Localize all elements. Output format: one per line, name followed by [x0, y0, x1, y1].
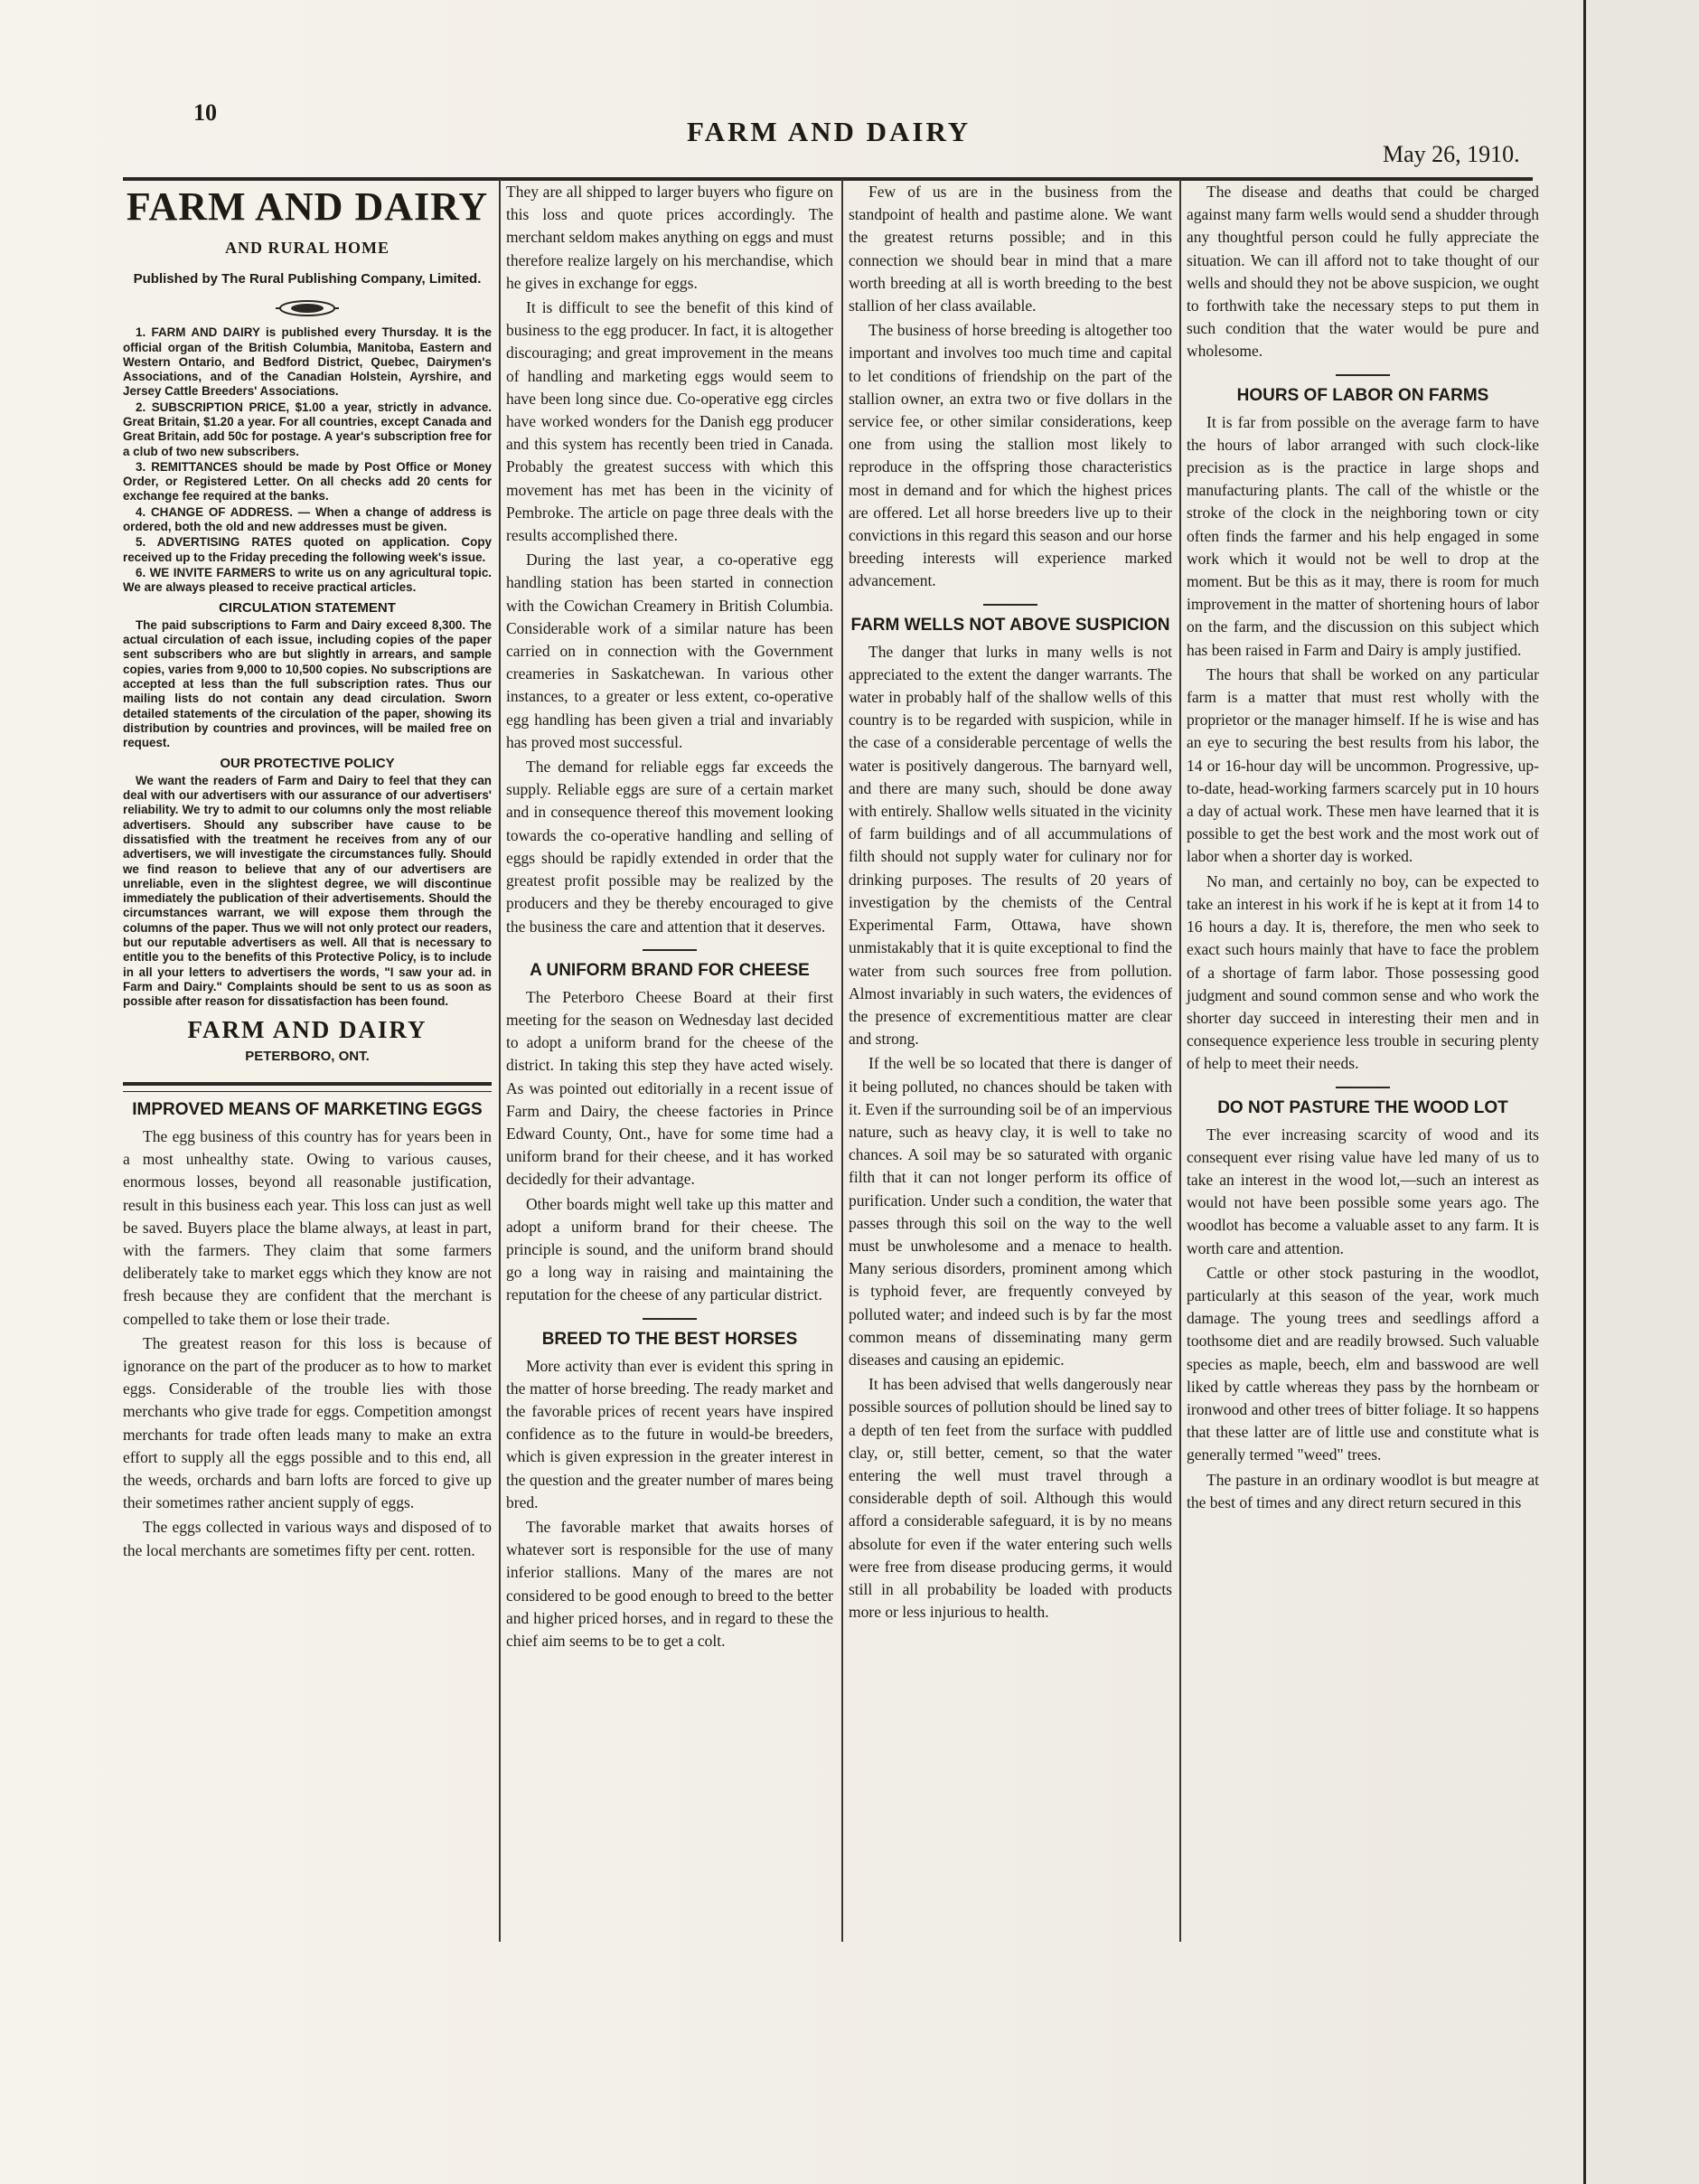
- section-rule: [123, 1082, 492, 1086]
- article-paragraph: Other boards might well take up this matter and adopt a uniform brand for their cheese. The principle is sound, and the uniform brand should go a long way in raising and maintaining the reputation for the cheese of any particular district.: [506, 1194, 833, 1304]
- article-separator: [983, 604, 1037, 606]
- ornament-icon: [276, 298, 339, 318]
- article-paragraph: The eggs collected in various ways and disposed of to the local merchants are sometimes fifty per cent. rotten.: [123, 1518, 492, 1559]
- masthead-terms: [123, 325, 492, 1009]
- column-1: [123, 181, 492, 1564]
- article-paragraph: The demand for reliable eggs far exceeds the supply. Reliable eggs are sure of a certain market and in consequence thereof this movement looking towards the co-operative handling and selling of eggs should be rapidly extended in order that the greatest profit possible may be realized by the producers and they be thereby encouraged to give the business the care and attention that it deserves.: [506, 758, 833, 936]
- masthead: [123, 186, 492, 318]
- terms-item: 4. CHANGE OF ADDRESS. — When a change of address is ordered, both the old and new addresses must be given.: [123, 504, 492, 534]
- article-paragraph: Few of us are in the business from the standpoint of health and pastime alone. We want the greatest returns possible; and in this connection we should bear in mind that a mare worth breeding at all is worth breeding to the best stallion of her class available.: [849, 183, 1172, 315]
- circulation-text: The paid subscriptions to Farm and Dairy exceed 8,300. The actual circulation of each issue, including copies of the paper sent subscribers who are but slightly in arrears, and sample copies, varies from 9,000 to 10,500 copies. No subscriptions are accepted at less than the full subscription rates. Thus our mailing lists do not contain any dead circulation. Sworn detailed statements of the circulation of the paper, showing its distribution by countries and provinces, will be mailed free on request.: [123, 617, 492, 750]
- article-paragraph: The ever increasing scarcity of wood and its consequent ever rising value have led many of us to take an interest in the wood lot,—such an interest as would not have been possible some years ago. The woodlot has become a valuable asset to any farm. It is worth care and attention.: [1187, 1125, 1539, 1257]
- article-paragraph: No man, and certainly no boy, can be expected to take an interest in his work if he is kept at it from 14 to 16 hours a day. It is, therefore, the men who seek to exact such hours mainly that have to face the problem of a shortage of farm labor. Those possessing good judgment and sound common sense and who work the shorter day succeed in interesting their men and in consequence experience less trouble in securing plenty of help to meet their needs.: [1187, 871, 1539, 1073]
- circulation-heading: CIRCULATION STATEMENT: [219, 599, 396, 616]
- masthead-footer-title: FARM AND DAIRY: [187, 1015, 427, 1043]
- article-paragraph: It is difficult to see the benefit of this kind of business to the egg producer. In fact, it is altogether discouraging; and great improvement in the means of handling and marketing eggs would seem to have been long since due. Co-operative egg circles have worked wonders for the Danish egg producer and this system has recently been tried in Canada. Probably the greatest success with which this movement has met has been in the vicinity of Pembroke. The article on page three deals with the results accomplished there.: [506, 298, 833, 545]
- masthead-publisher: Published by The Rural Publishing Company, Limited.: [133, 271, 482, 287]
- policy-heading: OUR PROTECTIVE POLICY: [220, 755, 395, 771]
- column-rule-1: [499, 179, 501, 1942]
- masthead-subtitle: AND RURAL HOME: [224, 239, 390, 257]
- terms-item: 5. ADVERTISING RATES quoted on application. Copy received up to the Friday preceding the following week's issue.: [123, 535, 492, 564]
- column-rule-2: [841, 179, 843, 1942]
- article-heading: HOURS OF LABOR ON FARMS: [1236, 385, 1489, 405]
- column-2: [506, 181, 833, 1654]
- masthead-footer-city: PETERBORO, ONT.: [245, 1048, 370, 1064]
- article-paragraph: The greatest reason for this loss is because of ignorance on the part of the producer as to how to market eggs. Considerable of the trouble lies with those merchants who give trade for eggs. Competition amongst merchants for trade often leads many to make an extra effort to supply all the eggs possible and to this end, all the weeds, orchards and barn lofts are forced to give up their sometimes rather ancient supply of eggs.: [123, 1333, 492, 1512]
- article-separator: [643, 1318, 697, 1320]
- article-paragraph: The egg business of this country has for years been in a most unhealthy state. Owing to various causes, enormous losses, beyond all reasonable justification, result in this business each year. This loss can just as well be saved. Buyers place the blame always, at least in part, with the farmers. They claim that some farmers deliberately take to market eggs which they know are not fresh because they are confident that the merchant is compelled to take them or lose their trade.: [123, 1126, 492, 1328]
- article-paragraph: It has been advised that wells dangerously near possible sources of pollution should be lined say to a depth of ten feet from the surface with puddled clay, or, still better, cement, so that the water entering the well must travel through a considerable depth of soil. Although this would afford a considerable safeguard, it is by no means absolute for even if the water entering such wells were free from disease producing germs, it would still in all probability be loaded with products more or less injurious to health.: [849, 1375, 1172, 1622]
- page-number: 10: [193, 99, 217, 126]
- terms-item: 1. FARM AND DAIRY is published every Thursday. It is the official organ of the British Columbia, Manitoba, Eastern and Western Ontario, and Bedford District, Quebec, Dairymen's Associations, and of the Canadian Holstein, Ayrshire, and Jersey Cattle Breeders' Associations.: [123, 325, 492, 399]
- article-separator: [1336, 1087, 1390, 1088]
- article-paragraph: If the well be so located that there is danger of it being polluted, no chances should be taken with it. Even if the surrounding soil be of an impervious nature, such as heavy clay, it is well to take no chances. A soil may be so saturated with organic filth that it can not longer perform its office of purification. Under such a condition, the water that passes through this soil on the way to the well must be unwholesome and a menace to health. Many serious disorders, prominent among which is typhoid fever, are frequently conveyed by polluted water; and indeed such is by far the most common means of disseminating many germ diseases and causing an epidemic.: [849, 1054, 1172, 1369]
- article-paragraph: The business of horse breeding is altogether too important and involves too much time and capital to let conditions of friendship on the part of the stallion owner, an extra two or five dollars in the service fee, or other similar considerations, keep one from using the stallion most likely to reproduce in the offspring those characteristics most in demand and for which the highest prices are offered. Let all horse breeders live up to their convictions in this regard this season and our horse breeding interests will experience marked advancement.: [849, 321, 1172, 590]
- masthead-footer: [123, 1015, 492, 1068]
- terms-item: 2. SUBSCRIPTION PRICE, $1.00 a year, strictly in advance. Great Britain, $1.20 a year. For all countries, except Canada and Great Britain, add 50c for postage. A year's subscription free for a club of two new subscribers.: [123, 400, 492, 458]
- article-paragraph: The disease and deaths that could be charged against many farm wells would send a shudder through any thoughtful person could he fully appreciate the situation. We can ill afford not to take thought of our wells and should they not be above suspicion, we ought to forthwith take the necessary steps to put them in such condition that the water would be pure and wholesome.: [1187, 183, 1539, 361]
- column-3: [849, 181, 1172, 1625]
- terms-item: 3. REMITTANCES should be made by Post Office or Money Order, or Registered Letter. On all checks add 20 cents for exchange fee required at the banks.: [123, 459, 492, 504]
- article-heading: DO NOT PASTURE THE WOOD LOT: [1217, 1097, 1508, 1117]
- article-separator: [643, 949, 697, 951]
- article-paragraph: During the last year, a co-operative egg handling station has been started in connection with the Cowichan Creamery in British Columbia. Considerable work of a similar nature has been carried on in connection with the Government creameries in Saskatchewan. In various other instances, to a greater or less extent, co-operative egg handling has been given a trial and invariably has proved most successful.: [506, 551, 833, 751]
- article-paragraph: More activity than ever is evident this spring in the matter of horse breeding. The ready market and the favorable prices of recent years have inspired confidence as to the future in would-be breeders, which is given expression in the greater interest in the question and the greater number of mares being bred.: [506, 1356, 833, 1511]
- terms-item: 6. WE INVITE FARMERS to write us on any agricultural topic. We are always pleased to receive practical articles.: [123, 565, 492, 595]
- running-title: FARM AND DAIRY: [687, 116, 972, 147]
- article-heading: IMPROVED MEANS OF MARKETING EGGS: [132, 1099, 483, 1119]
- article-paragraph: The hours that shall be worked on any particular farm is a matter that must rest wholly with the proprietor or the manager himself. If he is wise and has an eye to securing the best results from his labor, the 14 or 16-hour day will be uncommon. Progressive, up-to-date, head-working farmers scarcely put in 10 hours a day of actual work. These men have learned that it is possible to get the best work and the most work out of labor when a shorter day is worked.: [1187, 664, 1539, 866]
- article-paragraph: Cattle or other stock pasturing in the woodlot, particularly at this season of the year, work much damage. The young trees and seedlings afford a toothsome diet and are readily browsed. Such valuable species as maple, beech, elm and basswood are well liked by cattle whereas they pass by the hornbeam or ironwood and other trees of bitter foliage. It so happens that these latter are of little use and constitute what is generally termed "weed" trees.: [1187, 1263, 1539, 1464]
- article-separator: [1336, 374, 1390, 376]
- article-paragraph: The favorable market that awaits horses of whatever sort is responsible for the use of many inferior stallions. Many of the mares are not considered to be good enough to breed to the better and higher priced horses, and in regard to these the chief aim seems to be to get a colt.: [506, 1517, 833, 1650]
- article-heading: BREED TO THE BEST HORSES: [541, 1329, 798, 1349]
- masthead-title: FARM AND DAIRY: [126, 184, 489, 229]
- column-rule-3: [1179, 179, 1181, 1942]
- section-rule: [123, 1091, 492, 1092]
- article-paragraph: They are all shipped to larger buyers who figure on this loss and quote prices accordingly. The merchant seldom makes anything on eggs and must therefore realize largely on his merchandise, which he gives in exchange for eggs.: [506, 183, 833, 292]
- article-paragraph: It is far from possible on the average farm to have the hours of labor arranged with such clock-like precision as is the practice in large shops and manufacturing plants. The call of the whistle or the stroke of the clock in the neighboring town or city often finds the farmer and his help engaged in some work which it would not be well to drop at the moment. But be this as it may, there is room for much improvement in the matter of shortening hours of labor on the farm, and the discussion on this subject which has been raised in Farm and Dairy is amply justified.: [1187, 412, 1539, 659]
- article-heading: FARM WELLS NOT ABOVE SUSPICION: [850, 615, 1170, 635]
- adjacent-page-edge: [1583, 0, 1699, 2184]
- column-4: [1187, 181, 1539, 1516]
- article-paragraph: The danger that lurks in many wells is not appreciated to the extent the danger warrants. The water in probably half of the shallow wells of this country is to be regarded with suspicion, while in the case of a considerable percentage of wells the water is positively dangerous. The barnyard well, and there are many such, should be done away with entirely. Shallow wells situated in the vicinity of farm buildings and of all accummulations of filth should not supply water for culinary nor for drinking purposes. The results of 20 years of investigation by the chemists of the Central Experimental Farm, Ottawa, have shown unmistakably that it is quite exceptional to find the water from such sources free from pollution. Almost invariably in such waters, the evidences of the presence of excrementitious matter are clear and strong.: [849, 642, 1172, 1049]
- issue-date: May 26, 1910.: [1383, 141, 1520, 167]
- policy-text: We want the readers of Farm and Dairy to feel that they can deal with our advertisers with our assurance of our advertisers' reliability. We try to admit to our columns only the most reliable advertisers. Should any subscriber have cause to be dissatisfied with the treatment he receives from any of our advertisers, we will investigate the circumstances fully. Should we find reason to believe that any of our advertisers are unreliable, even in the slightest degree, we will discontinue immediately the publication of their advertisements. Should the circumstances warrant, we will expose them through the columns of the paper. Thus we will not only protect our readers, but our reputable advertisers as well. All that is necessary to entitle you to the benefits of this Protective Policy, is to include in all your letters to advertisers the words, "I saw your ad. in Farm and Dairy." Complaints should be sent to us as soon as possible after reason for dissatisfaction has been found.: [123, 773, 492, 1009]
- article-paragraph: The Peterboro Cheese Board at their first meeting for the season on Wednesday last decided to adopt a uniform brand for the cheese of the district. In taking this step they have acted wisely. As was pointed out editorially in a recent issue of Farm and Dairy, the cheese factories in Prince Edward County, Ont., have for some time had a uniform brand for their cheese, and it has worked decidedly for their advantage.: [506, 987, 833, 1189]
- article-paragraph: The pasture in an ordinary woodlot is but meagre at the best of times and any direct return secured in this: [1187, 1470, 1539, 1511]
- article-heading: A UNIFORM BRAND FOR CHEESE: [530, 960, 810, 980]
